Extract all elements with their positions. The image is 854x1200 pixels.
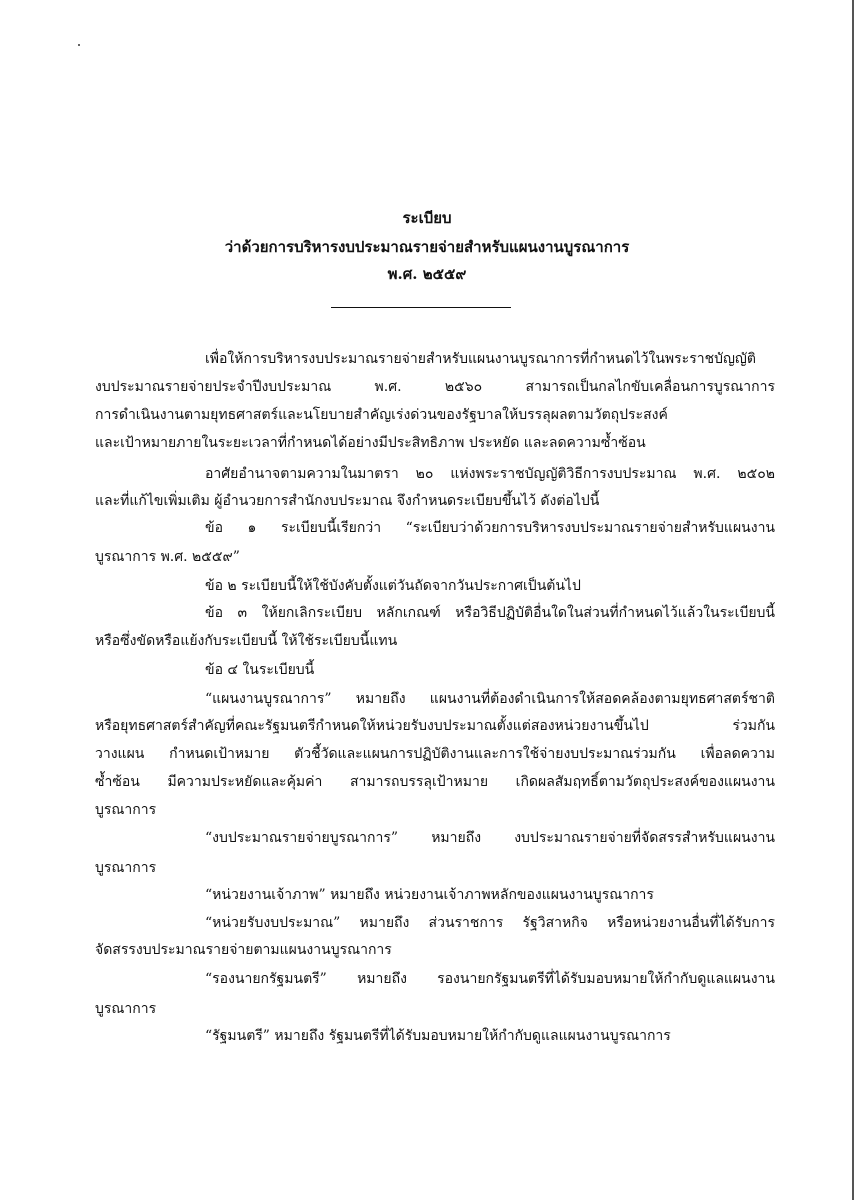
definition-line: “แผนงานบูรณาการ” หมายถึง แผนงานที่ต้องดำเนินการให้สอดคล้องตามยุทธศาสตร์ชาติ [205,691,775,707]
title-divider [331,307,511,308]
paragraph-line: และเป้าหมายภายในระยะเวลาที่กำหนดได้อย่างมีประสิทธิภาพ ประหยัด และลดความซ้ำซ้อน [95,435,646,451]
definition-line: “งบประมาณรายจ่ายบูรณาการ” หมายถึง งบประมาณรายจ่ายที่จัดสรรสำหรับแผนงาน [205,830,775,846]
paragraph-line: บูรณาการ [95,802,157,818]
scan-speck [78,44,80,46]
paragraph-line: การดำเนินงานตามยุทธศาสตร์และนโยบายสำคัญเร่งด่วนของรัฐบาลให้บรรลุผลตามวัตถุประสงค์ [95,407,668,423]
definition-line: “หน่วยรับงบประมาณ” หมายถึง ส่วนราชการ รัฐวิสาหกิจ หรือหน่วยงานอื่นที่ได้รับการ [205,915,775,931]
paragraph-line: อาศัยอำนาจตามความในมาตรา ๒๐ แห่งพระราชบัญญัติวิธีการงบประมาณ พ.ศ. ๒๕๐๒ [205,466,775,482]
clause-4: ข้อ ๔ ในระเบียบนี้ [205,662,315,678]
clause-3: ข้อ ๓ ให้ยกเลิกระเบียบ หลักเกณฑ์ หรือวิธีปฏิบัติอื่นใดในส่วนที่กำหนดไว้แล้วในระเบียบนี้ [205,605,775,621]
paragraph-line: วางแผน กำหนดเป้าหมาย ตัวชี้วัดและแผนการปฏิบัติงานและการใช้จ่ายงบประมาณร่วมกัน เพื่อลดความ [95,746,775,762]
paragraph-line: จัดสรรงบประมาณรายจ่ายตามแผนงานบูรณาการ [95,942,392,958]
document-year: พ.ศ. ๒๕๕๙ [387,265,467,283]
paragraph-line: งบประมาณรายจ่ายประจำปีงบประมาณ พ.ศ. ๒๕๖๐ สามารถเป็นกลไกขับเคลื่อนการบูรณาการ [95,379,775,395]
paragraph-line: บูรณาการ พ.ศ. ๒๕๕๙” [95,549,240,565]
clause-1: ข้อ ๑ ระเบียบนี้เรียกว่า “ระเบียบว่าด้วยการบริหารงบประมาณรายจ่ายสำหรับแผนงาน [205,520,775,536]
definition-line: “รองนายกรัฐมนตรี” หมายถึง รองนายกรัฐมนตรีที่ได้รับมอบหมายให้กำกับดูแลแผนงาน [205,971,775,987]
document-subtitle: ว่าด้วยการบริหารงบประมาณรายจ่ายสำหรับแผนงานบูรณาการ [224,238,630,256]
paragraph-line: เพื่อให้การบริหารงบประมาณรายจ่ายสำหรับแผนงานบูรณาการที่กำหนดไว้ในพระราชบัญญัติ [205,351,756,367]
paragraph-line: ซ้ำซ้อน มีความประหยัดและคุ้มค่า สามารถบรรลุเป้าหมาย เกิดผลสัมฤทธิ์ตามวัตถุประสงค์ของแผนงาน [95,774,775,790]
paragraph-line: หรือยุทธศาสตร์สำคัญที่คณะรัฐมนตรีกำหนดให้หน่วยรับงบประมาณตั้งแต่สองหน่วยงานขึ้นไป ร่วมกัน [95,718,775,734]
paragraph-line: และที่แก้ไขเพิ่มเติม ผู้อำนวยการสำนักงบประมาณ จึงกำหนดระเบียบขึ้นไว้ ดังต่อไปนี้ [95,493,600,509]
definition-line: “รัฐมนตรี” หมายถึง รัฐมนตรีที่ได้รับมอบหมายให้กำกับดูแลแผนงานบูรณาการ [205,1028,671,1044]
clause-2: ข้อ ๒ ระเบียบนี้ให้ใช้บังคับตั้งแต่วันถัดจากวันประกาศเป็นต้นไป [205,578,581,594]
paragraph-line: บูรณาการ [95,1001,157,1017]
document-title: ระเบียบ [402,209,452,227]
paragraph-line: บูรณาการ [95,860,157,876]
definition-line: “หน่วยงานเจ้าภาพ” หมายถึง หน่วยงานเจ้าภาพหลักของแผนงานบูรณาการ [205,887,654,903]
paragraph-line: หรือซึ่งขัดหรือแย้งกับระเบียบนี้ ให้ใช้ระเบียบนี้แทน [95,633,398,649]
